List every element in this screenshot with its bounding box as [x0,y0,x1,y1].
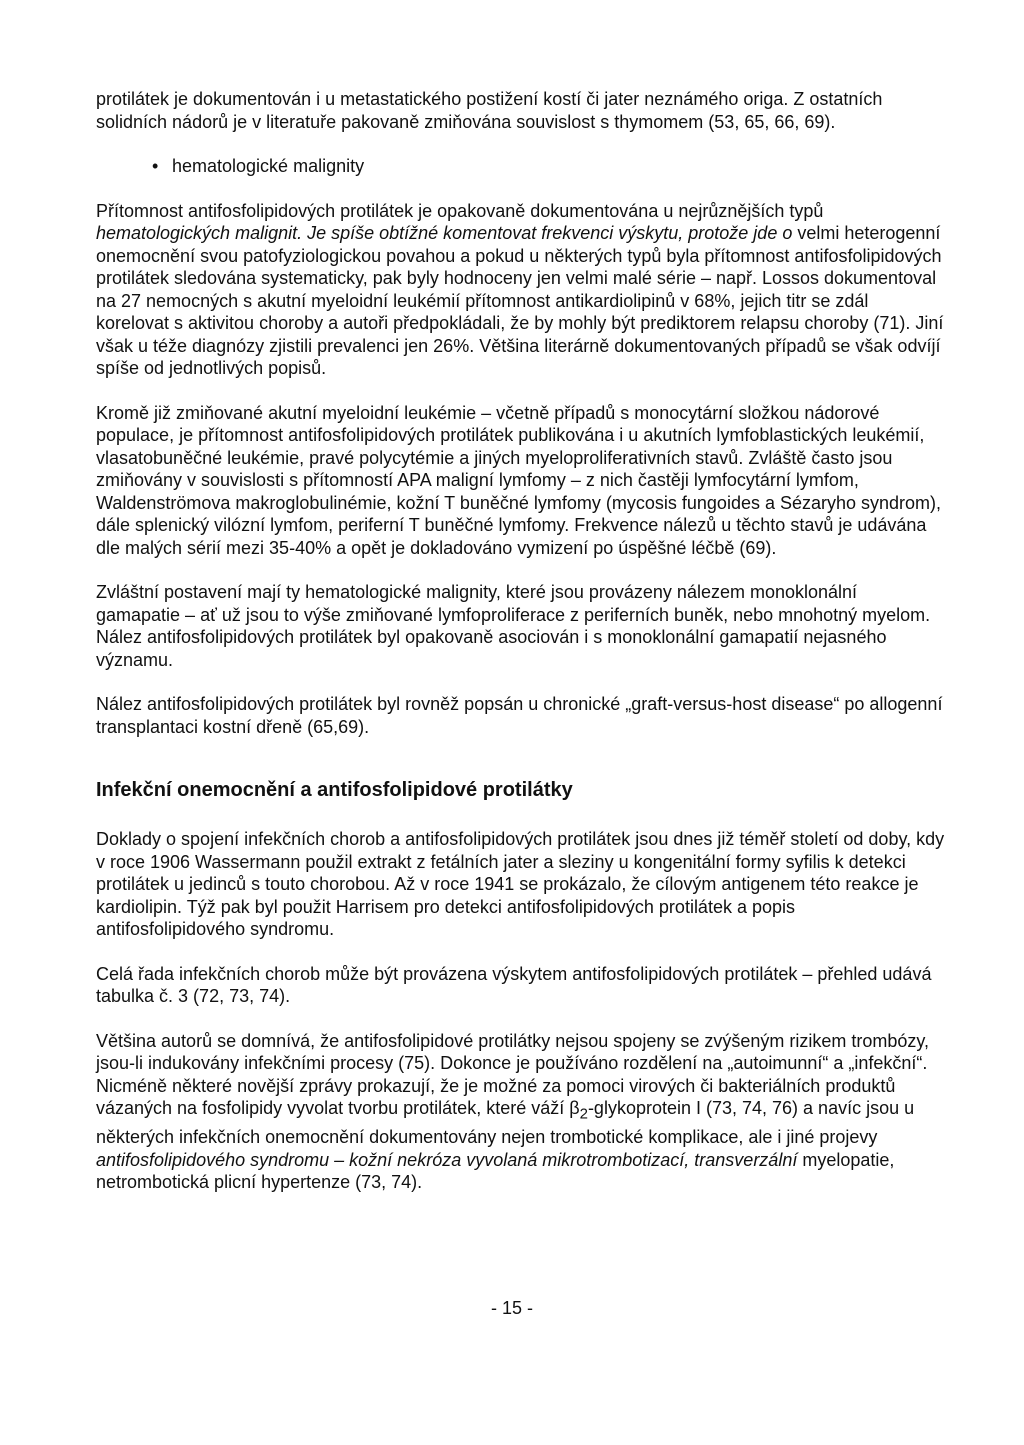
paragraph-table-reference: Celá řada infekčních chorob může být provázena výskytem antifosfolipidových protilátek – přehled udává tabulka č. 3 (72, 73, 74). [96,963,932,1006]
paragraph-graft-versus-host: Nález antifosfolipidových protilátek byl rovněž popsán u chronické „graft-versus-host disease“ po allogenní transplantaci kostní dřeně (65,69). [96,694,943,737]
beta-subscript: 2 [579,1105,588,1123]
paragraph-thrombosis-risk: Většina autorů se domnívá, že antifosfolipidové protilátky nejsou spojeny se zvýšeným rizikem trombózy, jsou-li indukovány infekčními procesy (75). Dokonce je používáno rozdělení na „autoimunní“ a „infekční“. Nicméně některé novější zprávy prokazují, že je možné za pomoci virových či bakteriálních produktů vázaných na fosfolipidy vyvolat tvorbu protilátek, které váží $\beta_2$-glykoprotein I (73, 74, 76) a navíc jsou u některých infekčních onemocnění dokumentovány nejen trombotické komplikace, ale i jiné projevy antifosfolipidového syndromu – kožní nekróza vyvolaná mikrotrombotizací, transverzální myelopatie, netrombotická plicní hypertenze (73, 74). [96,1030,930,1193]
paragraph-history: Doklady o spojení infekčních chorob a antifosfolipidových protilátek jsou dnes již téměř století od doby, kdy v roce 1906 Wassermann použil extrakt z fetálních jater a sleziny u kongenitální formy syfilis k detekci protilátek u jedinců s touto chorobou. Až v roce 1941 se prokázalo, že cílovým antigenem této reakce je kardiolipin. Týž pak byl použit Harrisem pro detekci antifosfolipidových protilátek a popis antifosfolipidového syndromu. [96,829,945,939]
page-number: - 15 - [490,1298,533,1318]
section-heading: Infekční onemocnění a antifosfolipidové protilátky [96,779,573,801]
paragraph-metastatic: protilátek je dokumentován i u metastatického postižení kostí či jater neznámého origa. Z ostatních solidních nádorů je v literatuře pakovaně zmiňována souvislost s thymomem (53, 65, 66, 69). [96,89,883,132]
paragraph-hematologic-malignities: Přítomnost antifosfolipidových protilátek je opakovaně dokumentována u nejrůznějších typů hematologických malignit. Je spíše obtížné komentovat frekvenci výskytu, protože jde o velmi heterogenní onemocnění svou patofyziologickou povahou a pokud u některých typů byla přítomnost antifosfolipidových protilátek sledována systematicky, pak byly hodnoceny jen velmi malé série – např. Lossos dokumentoval na 27 nemocných s akutní myeloidní leukémií přítomnost antikardiolipinů v 68%, jejich titr se zdál korelovat s aktivitou choroby a autoři předpokládali, že by mohly být prediktorem relapsu choroby (71). Jiní však u téže diagnózy zjistili prevalenci jen 26%. Většina literárně dokumentovaných případů se však odvíjí spíše od jednotlivých popisů. [96,200,944,378]
document-page [96,88,946,1216]
paragraph-gammopathy: Zvláštní postavení mají ty hematologické malignity, které jsou provázeny nálezem monoklonální gamapatie – ať už jsou to výše zmiňované lymfoproliferace z periferních buněk, nebo mnohotný myelom. Nález antifosfolipidových protilátek byl opakovaně asociován i s monoklonální gamapatií nejasného významu. [96,582,931,670]
paragraph-leukemia-lymphoma: Kromě již zmiňované akutní myeloidní leukémie – včetně případů s monocytární složkou nádorové populace, je přítomnost antifosfolipidových protilátek publikována i u akutních lymfoblastických leukémií, vlasatobuněčné leukémie, pravé polycytémie a jiných myeloproliferativních stavů. Zvláště často jsou zmiňovány v souvislosti s přítomností APA maligní lymfomy – z nich častěji lymfocytární lymfom, Waldenströmova makroglobulinémie, kožní T buněčné lymfomy (mycosis fungoides a Sézaryho syndrom), dále splenický vilózní lymfom, periferní T buněčné lymfomy. Frekvence nálezů u těchto stavů je udávána dle malých sérií mezi 35-40% a opět je dokladováno vymizení po úspěšné léčbě (69). [96,402,942,558]
bullet-item-hematologic: • hematologické malignity [96,155,946,178]
bullet-list [96,155,946,178]
beta-symbol: β [569,1098,580,1118]
